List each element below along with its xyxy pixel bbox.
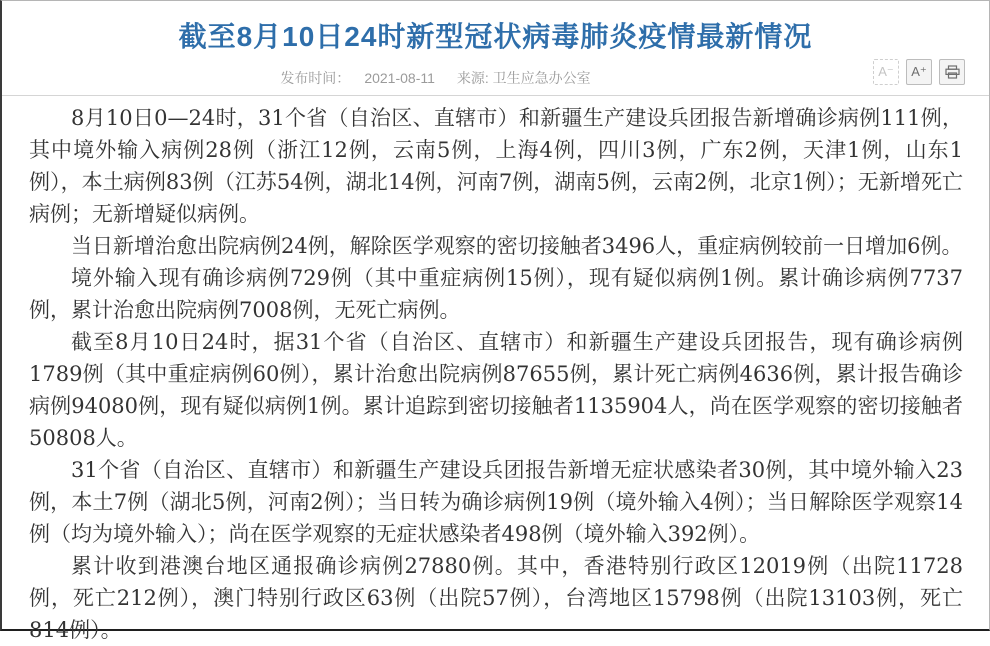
font-increase-button[interactable]: A⁺ (906, 59, 932, 85)
source-value: 卫生应急办公室 (492, 70, 591, 86)
article-paragraph: 8月10日0—24时，31个省（自治区、直辖市）和新疆生产建设兵团报告新增确诊病例111例，其中境外输入病例28例（浙江12例，云南5例，上海4例，四川3例，广东2例，天津1例，山东1例），本土病例83例（江苏54例，湖北14例，河南7例，湖南5例，云南2例，北京1例）；无新增死亡病例；无新增疑似病例。 (29, 106, 963, 226)
article-meta (2, 68, 989, 88)
article-paragraph: 截至8月10日24时，据31个省（自治区、直辖市）和新疆生产建设兵团报告，现有确诊病例1789例（其中重症病例60例），累计治愈出院病例87655例，累计死亡病例4636例，累计报告确诊病例94080例，现有疑似病例1例。累计追踪到密切接触者1135904人，尚在医学观察的密切接触者50808人。 (29, 330, 963, 450)
publish-time-label: 发布时间： (280, 70, 351, 86)
article-toolbar (873, 59, 965, 85)
article-body (2, 96, 989, 646)
article-paragraph: 31个省（自治区、直辖市）和新疆生产建设兵团报告新增无症状感染者30例，其中境外输入23例，本土7例（湖北5例，河南2例）；当日转为确诊病例19例（境外输入4例）；当日解除医学观察14例（均为境外输入）；尚在医学观察的无症状感染者498例（境外输入392例）。 (29, 458, 963, 546)
printer-icon (945, 65, 960, 79)
page-title: 截至8月10日24时新型冠状病毒肺炎疫情最新情况 (178, 21, 813, 52)
article-paragraph: 当日新增治愈出院病例24例，解除医学观察的密切接触者3496人，重症病例较前一日增加6例。 (71, 234, 963, 258)
font-decrease-button[interactable]: A⁻ (873, 59, 899, 85)
print-button[interactable] (939, 59, 965, 85)
article-paragraph: 境外输入现有确诊病例729例（其中重症病例15例），现有疑似病例1例。累计确诊病例7737例，累计治愈出院病例7008例，无死亡病例。 (29, 266, 963, 322)
article-header (2, 1, 989, 96)
source-label: 来源: (456, 70, 489, 86)
publish-time-value: 2021-08-11 (364, 70, 435, 86)
article-paragraph: 累计收到港澳台地区通报确诊病例27880例。其中，香港特别行政区12019例（出院11728例，死亡212例），澳门特别行政区63例（出院57例），台湾地区15798例（出院13103例，死亡814例）。 (29, 554, 963, 642)
